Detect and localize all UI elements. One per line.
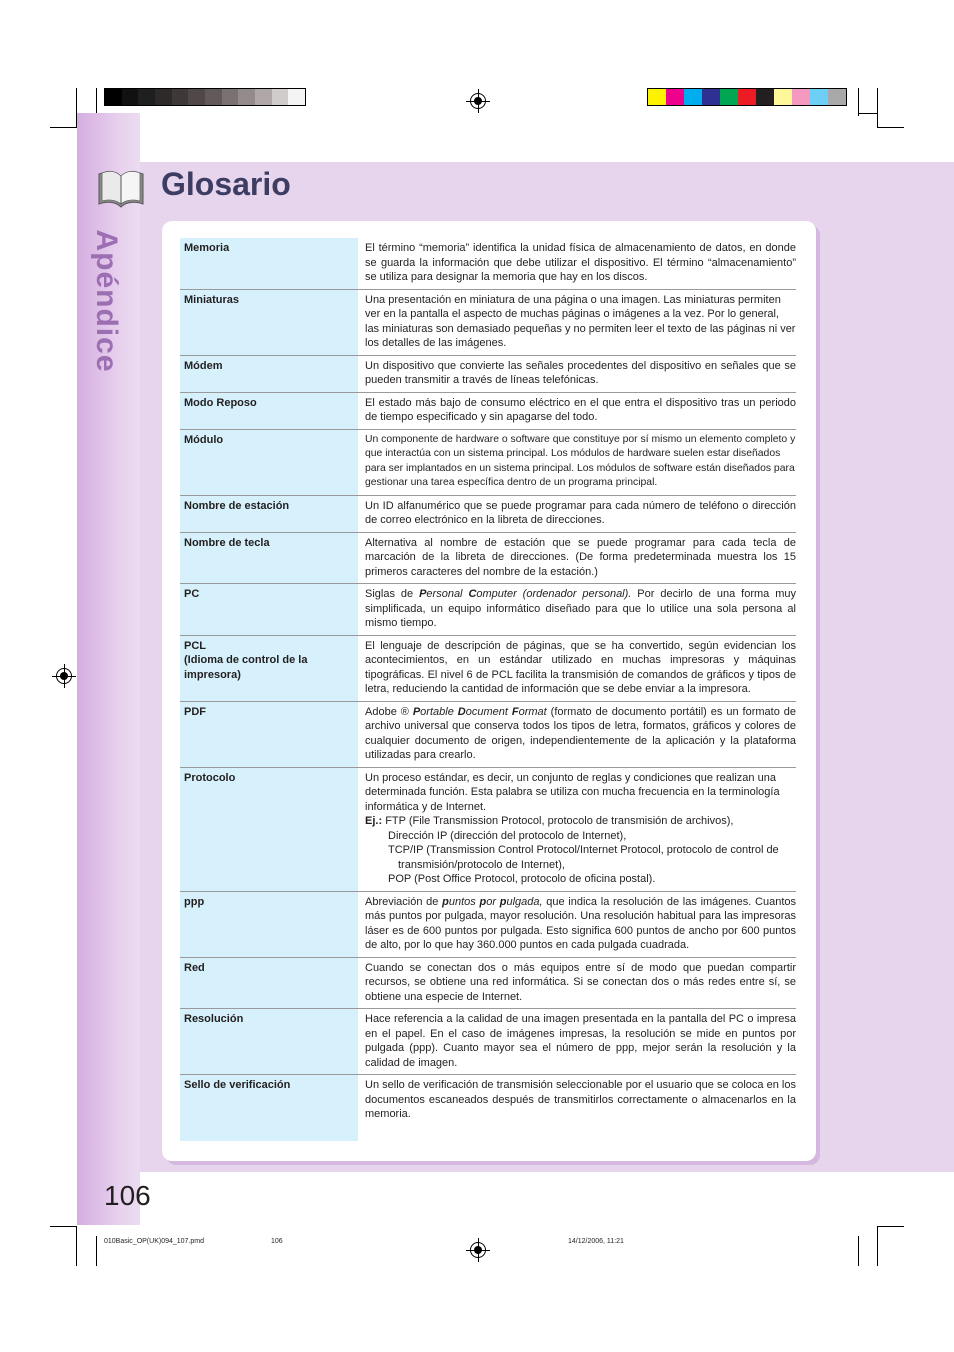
table-row [180,958,796,1010]
table-row [180,702,796,768]
term-cell: Sello de verificación [180,1075,358,1141]
registration-mark-left [56,668,72,684]
term-cell: Protocolo [180,768,358,891]
term-cell: Nombre de tecla [180,533,358,584]
color-swatch [774,89,792,105]
term-cell: Miniaturas [180,290,358,355]
table-row [180,356,796,393]
table-row [180,636,796,702]
grayscale-color-bar [104,88,306,106]
color-swatch [792,89,810,105]
term-cell: ppp [180,892,358,957]
table-row [180,496,796,533]
gray-swatch [288,89,305,105]
gray-swatch [205,89,222,105]
side-section-title: Apéndice [90,229,123,373]
term-cell: Memoria [180,238,358,289]
footer-filename: 010Basic_OP(UK)094_107.pmd [104,1238,205,1245]
definition-cell: El lenguaje de descripción de páginas, que se ha convertido, según evidencian los acontecimientos, en un estándar utilizado en muchas impresoras y máquinas tipográficas. El nivel 6 de PCL facilita la transmisión de comandos de gráficos y tipos de letra, reduciendo la cantidad de información que se debe enviar a la impresora. [365,639,796,695]
table-row [180,430,796,496]
cmyk-color-bar [647,88,847,106]
table-row [180,238,796,290]
footer-date: 14/12/2006, 11:21 [568,1238,624,1245]
gray-swatch [238,89,255,105]
table-row [180,892,796,958]
table-row [180,1075,796,1141]
definition-cell: Cuando se conectan dos o más equipos entre sí de modo que puedan compartir recursos, se obtiene una red informática. Si se conectan dos o más redes entre sí, se obtiene una especie de Internet. [365,961,796,1003]
gray-swatch [122,89,139,105]
table-row [180,533,796,585]
table-row [180,584,796,636]
definition-cell: Un dispositivo que convierte las señales procedentes del dispositivo en señales que se pueden transmitir a través de líneas telefónicas. [365,359,796,386]
definition-cell: Una presentación en miniatura de una página o una imagen. Las miniaturas permiten ver en la pantalla el aspecto de muchas páginas o imágenes a la vez. Por lo general, las miniaturas son demasiado pequeñas y no permiten leer el texto de las páginas ni ver los detalles de las imágenes. [365,293,796,349]
color-swatch [648,89,666,105]
term-cell: Resolución [180,1009,358,1074]
gray-swatch [255,89,272,105]
table-row [180,393,796,430]
color-swatch [666,89,684,105]
color-swatch [756,89,774,105]
table-row [180,768,796,892]
color-swatch [828,89,846,105]
color-swatch [738,89,756,105]
definition-cell: Abreviación de puntos por pulgada, que indica la resolución de las imágenes. Cuantos más puntos por pulgada, mayor resolución. Una resolución habitual para las impresoras láser es de 600 puntos por pulgada. Esto significa 600 puntos de ancho por 600 puntos de alto, por lo que hay 360.000 puntos en cada pulgada cuadrada. [365,895,797,951]
registration-mark-top [470,93,486,109]
table-row [180,290,796,356]
page-number: 106 [104,1180,151,1211]
term-cell: Módem [180,356,358,392]
definition-cell: Un proceso estándar, es decir, un conjunto de reglas y condiciones que realizan una determinada función. Esta palabra se utiliza con mucha frecuencia en la terminología informática y de Internet. Ej.: FTP (File Transmission Protocol, protocolo de transmisión de archivos), Dirección IP (dirección del protocolo de Internet), TCP/IP (Transmission Control Protocol/Internet Protocol, protocolo de control de transmisión/protocolo de Internet), POP (Post Office Protocol, protocolo de oficina postal). [365,771,780,885]
gray-swatch [172,89,189,105]
color-swatch [720,89,738,105]
definition-cell: Alternativa al nombre de estación que se puede programar para cada tecla de marcación de la libreta de direcciones. (De forma predeterminada muestra los 15 primeros caracteres del nombre de la estación.) [365,536,796,578]
term-cell: PC [180,584,358,635]
gray-swatch [155,89,172,105]
color-swatch [684,89,702,105]
definition-cell: Un sello de verificación de transmisión seleccionable por el usuario que se coloca en los documentos escaneados después de transmitirlos correctamente o almacenarlos en la memoria. [365,1079,796,1120]
definition-cell: Un ID alfanumérico que se puede programar para cada número de teléfono o dirección de correo electrónico en la libreta de direcciones. [365,499,796,526]
color-swatch [702,89,720,105]
color-swatch [810,89,828,105]
term-cell: Red [180,958,358,1009]
definition-cell: El estado más bajo de consumo eléctrico en el que entra el dispositivo tras un periodo de tiempo especificado y sin apagarse del todo. [365,396,796,423]
table-row [180,1009,796,1075]
footer-page: 106 [271,1238,283,1245]
definition-cell: Siglas de Personal Computer (ordenador personal). Por decirlo de una forma muy simplificada, un equipo informático diseñado para que lo utilice una sola persona al mismo tiempo. [365,588,796,629]
definition-cell: Un componente de hardware o software que constituye por sí mismo un elemento completo y que interactúa con un sistema principal. Los módulos de hardware suelen estar diseñados para ser implantados en un sistema principal. Los módulos de software están diseñados para gestionar una tarea específica dentro de un programa principal. [365,433,796,488]
term-cell: Módulo [180,430,358,495]
glossary-table [180,238,796,1141]
gray-swatch [138,89,155,105]
registration-mark-bottom [470,1242,486,1258]
definition-cell: Hace referencia a la calidad de una imagen presentada en la pantalla del PC o impresa en el papel. En el caso de imágenes impresas, la resolución se mide en puntos por pulgada (ppp). Cuanto mayor sea el número de ppp, mejor serán la resolución y la calidad de imagen. [365,1013,796,1069]
term-cell: Nombre de estación [180,496,358,532]
gray-swatch [188,89,205,105]
gray-swatch [272,89,289,105]
term-cell: PCL (Idioma de control de la impresora) [180,636,358,701]
definition-cell: Adobe ® Portable Document Format (formato de documento portátil) es un formato de archivo universal que conserva todos los tipos de letra, formatos, gráficos y colores de cualquier documento de origen, independientemente de la aplicación y la plataforma utilizadas para crearlo. [365,705,796,761]
book-icon [96,168,146,212]
gray-swatch [222,89,239,105]
gray-swatch [105,89,122,105]
definition-cell: El término “memoria” identifica la unidad física de almacenamiento de datos, en donde se guarda la información que debe utilizar el dispositivo. El término “almacenamiento” se utiliza para designar la memoria que hay en los discos. [365,242,796,283]
term-cell: Modo Reposo [180,393,358,429]
page-title: Glosario [161,166,291,202]
term-cell: PDF [180,702,358,767]
